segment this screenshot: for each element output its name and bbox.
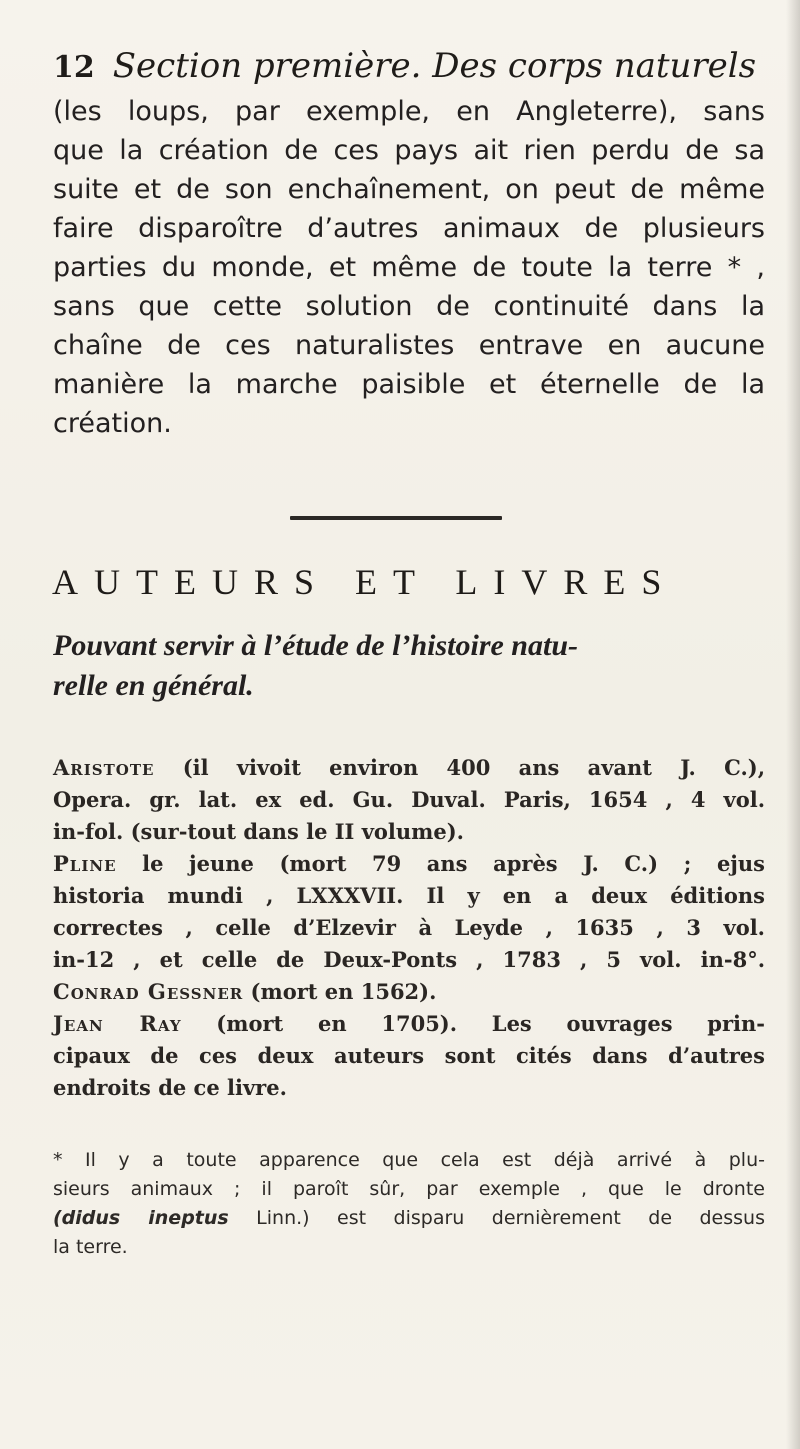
entry-line: Conrad Gessner (mort en 1562). <box>53 979 437 1004</box>
footnote <box>53 1146 765 1262</box>
body-line: (les loups, par exemple, en Angleterre), sans <box>53 96 765 127</box>
entry-line: in-fol. (sur-tout dans le II volume). <box>53 819 464 844</box>
footnote-line: * Il y a toute apparence que cela est déjà arrivé à plu- <box>53 1149 765 1171</box>
body-line: manière la marche paisible et éternelle de la <box>53 369 765 400</box>
footnote-line: la terre. <box>53 1236 128 1258</box>
entry-line: Pline le jeune (mort 79 ans après J. C.) ; ejus <box>53 851 765 876</box>
entry-line: Aristote (il vivoit environ 400 ans avant J. C.), <box>53 755 765 780</box>
running-title: Section première. Des corps naturels <box>112 46 757 86</box>
subtitle-line: Pouvant servir à l’étude de l’histoire natu- <box>53 629 578 662</box>
section-subtitle <box>53 626 765 706</box>
species-name: (didus ineptus <box>53 1207 229 1229</box>
entry-line: endroits de ce livre. <box>53 1075 287 1100</box>
bibliography-entries <box>53 752 765 1104</box>
running-header <box>53 44 757 90</box>
page-number: 12 <box>53 50 95 85</box>
author-name: Aristote <box>53 755 155 780</box>
entry-line: Opera. gr. lat. ex ed. Gu. Duval. Paris, 1654 , 4 vol. <box>53 787 765 812</box>
section-title: AUTEURS ET LIVRES <box>52 562 678 602</box>
body-paragraph <box>53 92 765 443</box>
author-name: Conrad Gessner <box>53 979 244 1004</box>
footnote-line: sieurs animaux ; il paroît sûr, par exemple , que le dronte <box>53 1178 765 1200</box>
body-line: faire disparoître d’autres animaux de plusieurs <box>53 213 765 244</box>
body-line: création. <box>53 408 172 439</box>
body-line: sans que cette solution de continuité dans la <box>53 291 765 322</box>
subtitle-line: relle en général. <box>53 669 254 702</box>
entry-line: historia mundi , LXXXVII. Il y en a deux éditions <box>53 883 765 908</box>
section-divider-rule <box>290 516 502 520</box>
entry-line: cipaux de ces deux auteurs sont cités dans d’autres <box>53 1043 765 1068</box>
page-edge-shadow <box>786 0 800 1449</box>
author-name: Pline <box>53 851 117 876</box>
author-name: Jean Ray <box>53 1011 182 1036</box>
body-line: suite et de son enchaînement, on peut de même <box>53 174 765 205</box>
body-line: chaîne de ces naturalistes entrave en aucune <box>53 330 765 361</box>
entry-line: in-12 , et celle de Deux-Ponts , 1783 , 5 vol. in-8°. <box>53 947 765 972</box>
body-line: que la création de ces pays ait rien perdu de sa <box>53 135 765 166</box>
entry-line: Jean Ray (mort en 1705). Les ouvrages prin- <box>53 1011 765 1036</box>
body-line: parties du monde, et même de toute la terre * , <box>53 252 765 283</box>
entry-line: correctes , celle d’Elzevir à Leyde , 1635 , 3 vol. <box>53 915 765 940</box>
footnote-line: (didus ineptus Linn.) est disparu dernièrement de dessus <box>53 1207 765 1229</box>
